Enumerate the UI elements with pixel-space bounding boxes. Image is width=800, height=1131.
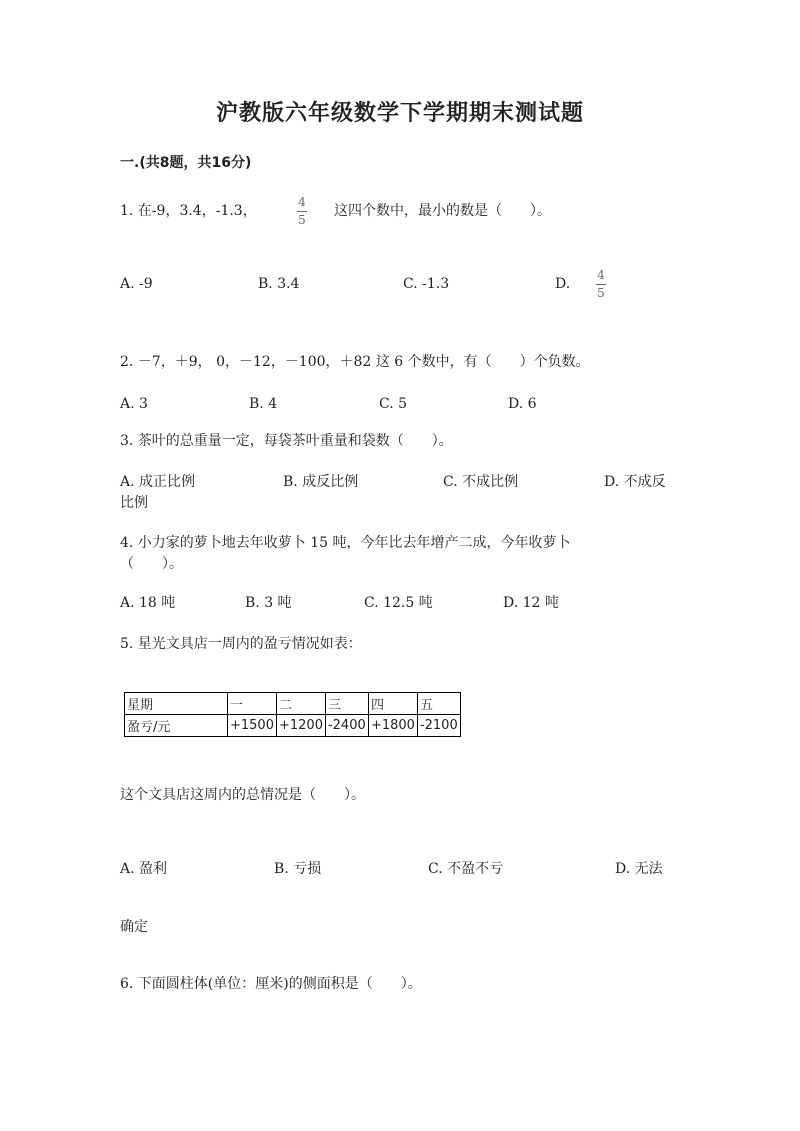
- table-cell: 四: [368, 693, 417, 715]
- table-cell: +1500: [228, 715, 277, 737]
- q5-option-b: B. 亏损: [274, 861, 322, 877]
- table-cell: +1200: [276, 715, 325, 737]
- q5-option-d: D. 无法: [615, 861, 663, 877]
- q3-option-b: B. 成反比例: [283, 474, 359, 490]
- q3-option-a: A. 成正比例: [120, 474, 196, 490]
- q1-fraction-denominator: 5: [298, 213, 306, 227]
- q2-option-c: C. 5: [379, 396, 408, 412]
- q1-stem-after: 这四个数中，最小的数是（ ）。: [334, 203, 551, 219]
- q4-stem-line2: （ ）。: [120, 556, 183, 572]
- q3-option-d: D. 不成反: [604, 474, 666, 490]
- q4-option-d: D. 12 吨: [503, 595, 559, 611]
- table-cell: 五: [417, 693, 460, 715]
- page-title: 沪教版六年级数学下学期期末测试题: [215, 101, 584, 126]
- q4-option-b: B. 3 吨: [245, 595, 292, 611]
- q5-option-d-continuation: 确定: [120, 919, 148, 935]
- q3-stem: 3. 茶叶的总重量一定，每袋茶叶重量和袋数（ ）。: [120, 433, 453, 449]
- q5-stem: 5. 星光文具店一周内的盈亏情况如表：: [120, 636, 362, 652]
- table-cell: +1800: [368, 715, 417, 737]
- q1-option-b: B. 3.4: [258, 276, 300, 292]
- q1-stem-before: 1. 在-9，3.4，-1.3，: [120, 203, 257, 219]
- q4-option-a: A. 18 吨: [120, 595, 176, 611]
- q6-stem: 6. 下面圆柱体(单位：厘米)的侧面积是（ ）。: [120, 976, 422, 992]
- section-heading: 一.(共8题，共16分): [120, 155, 252, 171]
- table-cell: 一: [228, 693, 277, 715]
- q1-fraction: [297, 196, 307, 227]
- q2-option-d: D. 6: [508, 396, 537, 412]
- fraction-bar: [297, 211, 307, 212]
- table-row: [125, 693, 461, 715]
- q3-option-c: C. 不成比例: [443, 474, 519, 490]
- q2-stem: 2. －7，＋9， 0，－12，－100，＋82 这 6 个数中，有（ ）个负数。: [120, 354, 590, 370]
- q1-option-d-denominator: 5: [597, 286, 605, 300]
- q2-option-a: A. 3: [120, 396, 148, 412]
- q1-option-d-numerator: 4: [597, 268, 605, 282]
- q4-stem-line1: 4. 小力家的萝卜地去年收萝卜 15 吨，今年比去年增产二成，今年收萝卜: [120, 535, 571, 551]
- q1-fraction-numerator: 4: [298, 195, 306, 209]
- table-cell: -2100: [417, 715, 460, 737]
- q1-option-d-fraction: [596, 269, 606, 300]
- q5-question: 这个文具店这周内的总情况是（ ）。: [120, 787, 365, 803]
- q2-option-b: B. 4: [249, 396, 278, 412]
- q3-option-d-continuation: 比例: [120, 495, 148, 511]
- q1-option-c: C. -1.3: [403, 276, 450, 292]
- q5-option-a: A. 盈利: [120, 861, 168, 877]
- q1-option-d: D.: [555, 276, 571, 292]
- fraction-bar: [596, 284, 606, 285]
- table-cell: 三: [325, 693, 368, 715]
- q5-option-c: C. 不盈不亏: [428, 861, 504, 877]
- profit-loss-table: [124, 692, 461, 737]
- q4-option-c: C. 12.5 吨: [364, 595, 433, 611]
- table-cell: -2400: [325, 715, 368, 737]
- table-row: [125, 715, 461, 737]
- table-cell: 盈亏/元: [125, 715, 228, 737]
- table-cell: 二: [276, 693, 325, 715]
- table-cell: 星期: [125, 693, 228, 715]
- q1-option-a: A. -9: [120, 276, 153, 292]
